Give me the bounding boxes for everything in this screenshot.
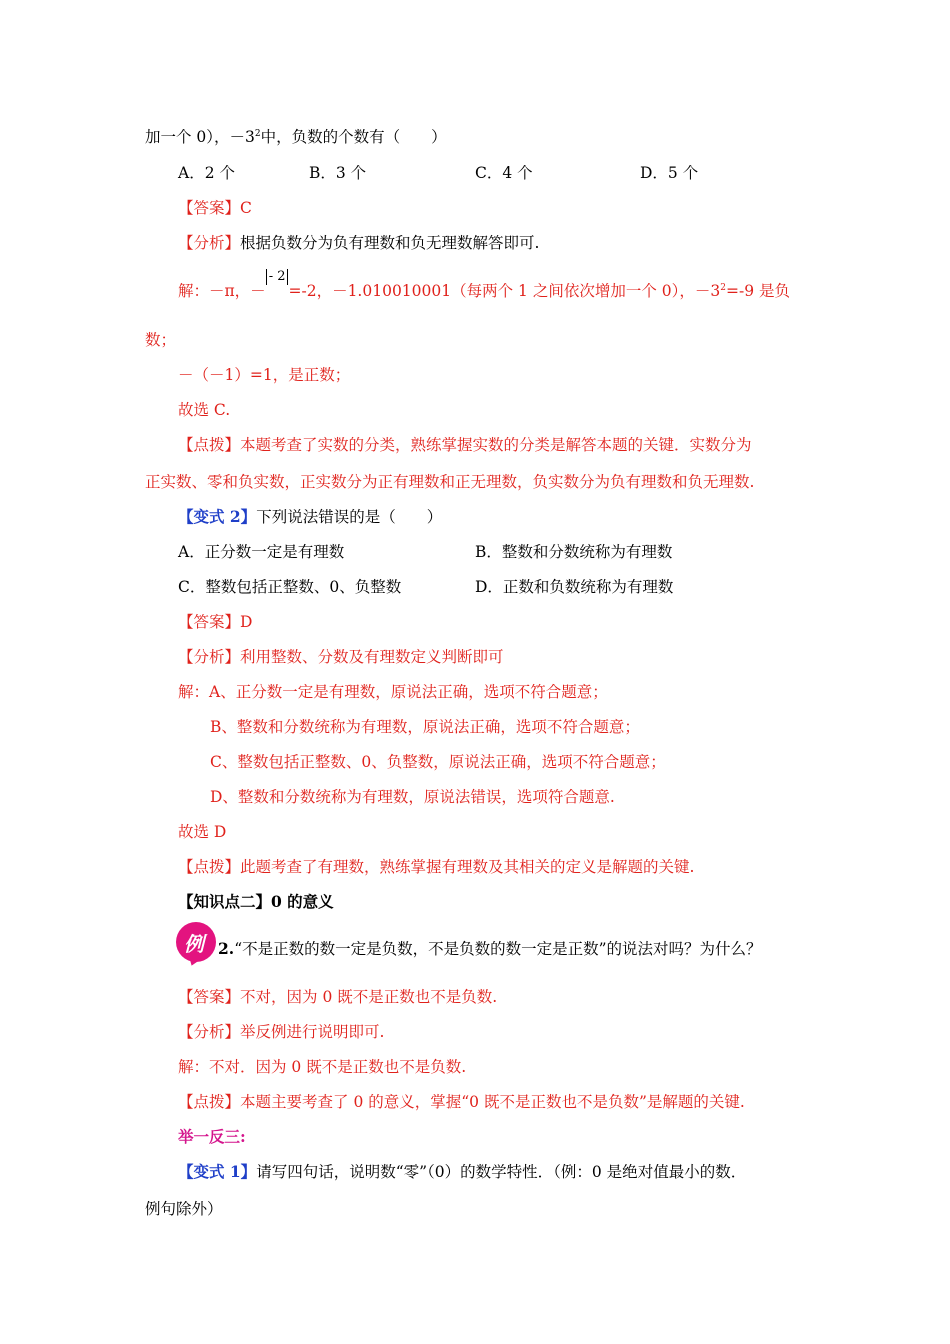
solution-line-2: －（－1）=1，是正数； xyxy=(178,366,351,384)
example-2-analysis: 【分析】举反例进行说明即可. xyxy=(178,1023,385,1041)
example-2-tip: 【点拨】本题主要考查了 0 的意义，掌握“0 既不是正数也不是负数”是解题的关键. xyxy=(178,1093,745,1111)
analysis-line: 【分析】根据负数分为负有理数和负无理数解答即可. xyxy=(178,234,540,252)
tip-line: 【点拨】本题考查了实数的分类，熟练掌握实数的分类是解答本题的关键．实数分为 xyxy=(178,436,752,454)
solution-line: 解：－π，－- 2=-2，－1.010010001（每两个 1 之间依次增加一个 0），$-3^2=-9$ 是负 xyxy=(178,269,790,300)
variant-1-question-cont: 例句除外） xyxy=(145,1200,223,1218)
variant-2-conclusion: 故选 D xyxy=(178,823,227,841)
section-heading: 【知识点二】0 的意义 xyxy=(178,892,334,911)
tip-line-cont: 正实数、零和负实数，正实数分为正有理数和正无理数，负实数分为负有理数和负无理数. xyxy=(145,473,755,491)
option-a: A．2 个 xyxy=(178,164,235,182)
variant-2-question: 【变式 2】下列说法错误的是（ ） xyxy=(178,507,443,526)
conclusion: 故选 C. xyxy=(178,401,231,419)
variant-2-solution-d: D、整数和分数统称为有理数，原说法错误，选项符合题意. xyxy=(210,788,615,806)
variant-2-option-a: A．正分数一定是有理数 xyxy=(178,543,345,561)
question-stem: 加一个 0），$-3^2$中，负数的个数有（ ） xyxy=(145,128,447,146)
variant-2-option-c: C．整数包括正整数、0、负整数 xyxy=(178,578,402,596)
example-2-answer: 【答案】不对，因为 0 既不是正数也不是负数. xyxy=(178,988,498,1006)
variant-2-tip: 【点拨】此题考查了有理数，熟练掌握有理数及其相关的定义是解题的关键. xyxy=(178,858,695,876)
variant-2-solution-a: 解：A、正分数一定是有理数，原说法正确，选项不符合题意； xyxy=(178,683,608,701)
absolute-value: - 2 xyxy=(266,269,289,285)
variant-2-option-b: B．整数和分数统称为有理数 xyxy=(475,543,673,561)
variant-1-question: 【变式 1】请写四句话，说明数“零”（0）的数学特性．（例：0 是绝对值最小的数． xyxy=(178,1162,747,1181)
option-b: B．3 个 xyxy=(309,164,367,182)
solution-cont: 数； xyxy=(145,331,177,349)
variant-2-option-d: D．正数和负数统称为有理数 xyxy=(475,578,674,596)
example-badge-icon: 例 xyxy=(176,922,216,962)
answer-line: 【答案】C xyxy=(178,199,252,217)
variant-2-solution-b: B、整数和分数统称为有理数，原说法正确，选项不符合题意； xyxy=(210,718,640,736)
variant-2-analysis: 【分析】利用整数、分数及有理数定义判断即可 xyxy=(178,648,504,666)
variant-2-solution-c: C、整数包括正整数、0、负整数，原说法正确，选项不符合题意； xyxy=(210,753,666,771)
practice-heading: 举一反三: xyxy=(178,1127,246,1146)
example-2-question: 2.“不是正数的数一定是负数，不是负数的数一定是正数”的说法对吗？为什么？ xyxy=(218,939,762,958)
option-c: C．4 个 xyxy=(475,164,533,182)
example-2-solution: 解：不对．因为 0 既不是正数也不是负数. xyxy=(178,1058,467,1076)
option-d: D．5 个 xyxy=(640,164,699,182)
variant-2-answer: 【答案】D xyxy=(178,613,253,631)
